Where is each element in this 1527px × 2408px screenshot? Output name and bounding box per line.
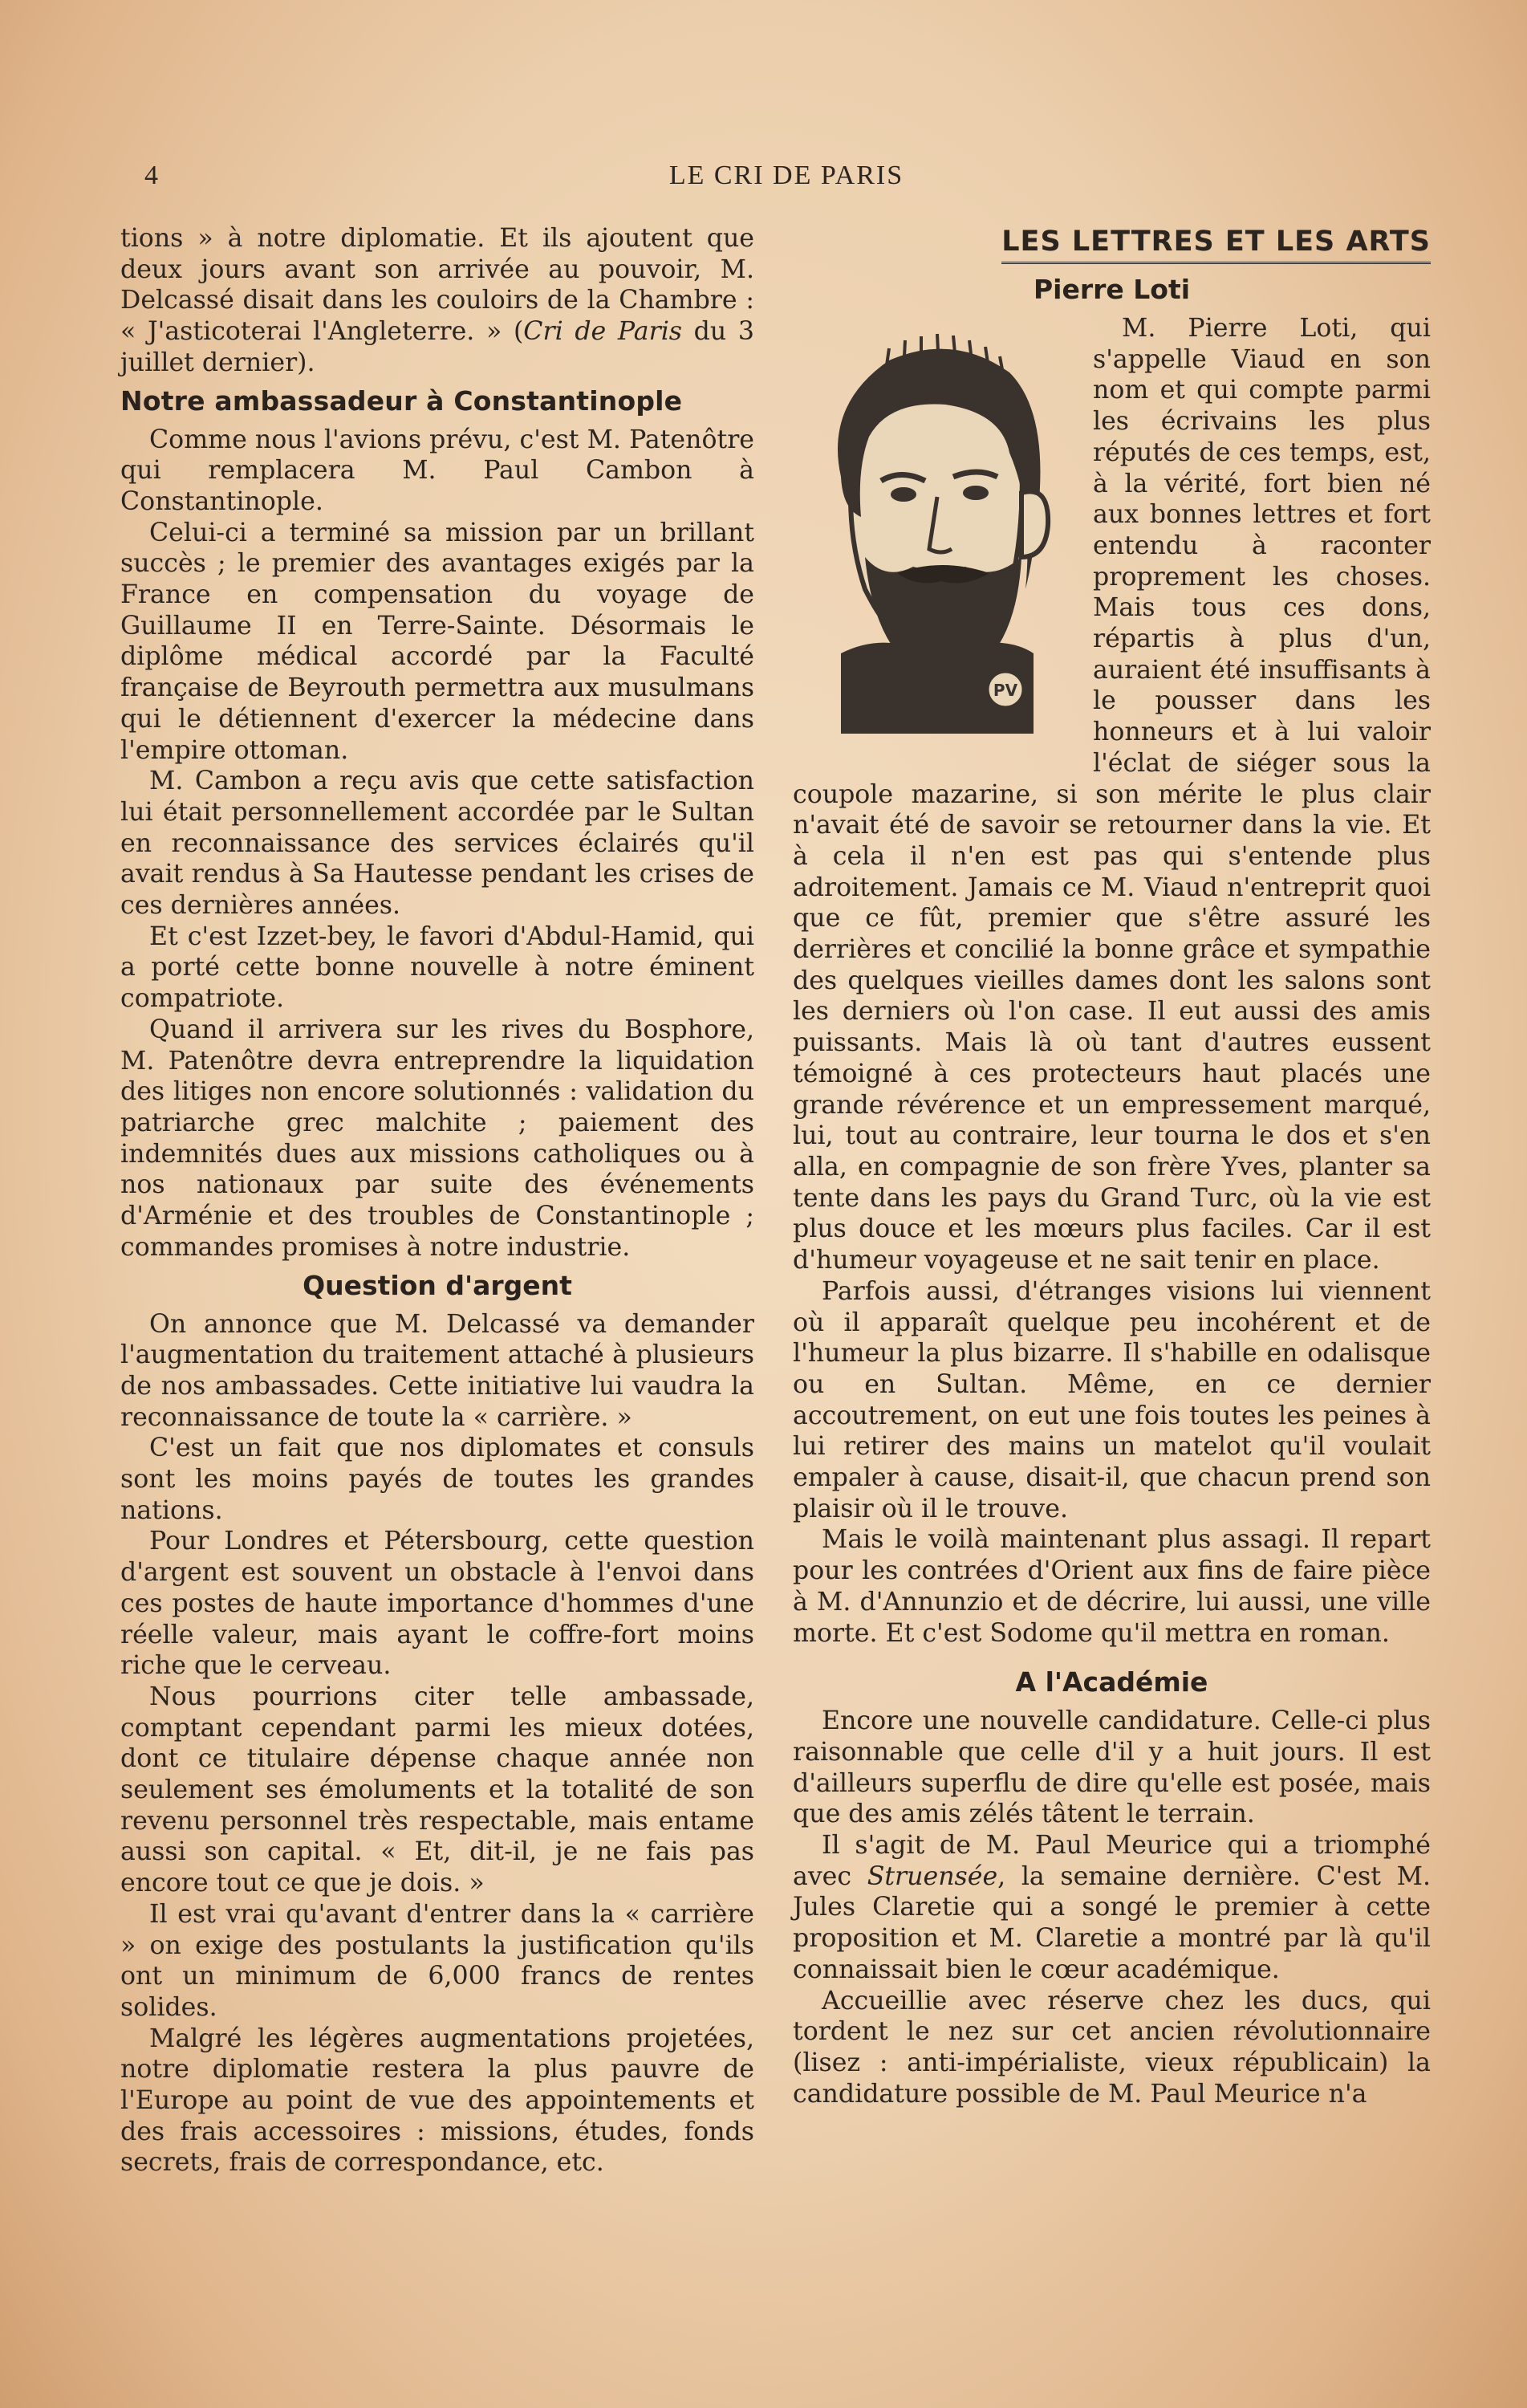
article-paragraph: Il est vrai qu'avant d'entrer dans la « carrière » on exige des postulants la justification qu'ils ont un minimum de 6,000 francs de rentes solides. (120, 1899, 754, 2022)
running-title: LE CRI DE PARIS (668, 161, 904, 190)
heading-question-argent: Question d'argent (303, 1269, 572, 1301)
article-paragraph: Il s'agit de M. Paul Meurice qui a triomphé avec Struensée, la semaine dernière. C'est M. Jules Claretie qui a songé le premier à cette proposition et M. Claretie a montré par là qu'il connaissait bien le cœur académique. (793, 1831, 1431, 1984)
page-number: 4 (144, 161, 158, 190)
publication-reference: Cri de Paris (523, 317, 683, 347)
article-paragraph: tions » à notre diplomatie. Et ils ajoutent que deux jours avant son arrivée au pouvoir, M. Delcassé disait dans les couloirs de la Chambre : « J'asticoterai l'Angleterre. » (Cri de Paris du 3 juillet dernier). (120, 224, 755, 377)
article-paragraph: M. Cambon a reçu avis que cette satisfaction lui était personnellement accordée par le Sultan en reconnaissance des services éclairés qu'il avait rendus à Sa Hautesse pendant les crises de ces dernières années. (120, 767, 754, 921)
article-paragraph: Celui-ci a terminé sa mission par un brillant succès ; le premier des avantages exigés par la France en compensation du voyage de Guillaume II en Terre-Sainte. Désormais le diplôme médical accordé par la Faculté française de Beyrouth permettra aux musulmans qui le détiennent d'exercer la médecine dans l'empire ottoman. (120, 518, 754, 765)
article-paragraph: Encore une nouvelle candidature. Celle-ci plus raisonnable que celle d'il y a huit jours. Il est d'ailleurs superflu de dire qu'elle est posée, mais que des amis zélés tâtent le terrain. (793, 1706, 1431, 1829)
page-header (144, 161, 1428, 201)
left-column (120, 223, 754, 2178)
article-paragraph: Et c'est Izzet-bey, le favori d'Abdul-Hamid, qui a porté cette bonne nouvelle à notre éminent compatriote. (120, 921, 754, 1014)
article-paragraph: C'est un fait que nos diplomates et consuls sont les moins payés de toutes les grandes nations. (120, 1434, 754, 1525)
article-paragraph: Malgré les légères augmentations projetées, notre diplomatie restera la plus pauvre de l'Europe au point de vue des appointements et des frais accessoires : missions, études, fonds secrets, frais de correspondance, etc. (120, 2024, 754, 2178)
article-paragraph: M. Pierre Loti, qui s'appelle Viaud en son nom et qui compte parmi les écrivains les plus réputés de ces temps, est, à la vérité, fort bien né aux bonnes lettres et fort entendu à raconter proprement les choses. Mais tous ces dons, répartis à plus d'un, auraient été insuffisants à le pousser dans les honneurs et à lui valoir l'éclat de siéger sous la coupole mazarine, si son mérite le plus clair n'avait été de savoir se retourner dans la vie. Et à cela il n'en est pas qui s'entende plus adroitement. Jamais ce M. Viaud n'entreprit quoi que ce fût, premier que s'être assuré les derrières et concilié la bonne grâce et sympathie des quelques vieilles dames dont les salons sont les derniers où l'on case. Il eut aussi des amis puissants. Mais là où tant d'autres eussent témoigné à ces protecteurs haut placés une grande révérence et un empressement marqué, lui, tout au contraire, leur tourna le dos et s'en alla, en compagnie de son frère Yves, planter sa tente dans les pays du Grand Turc, où la vie est plus douce et les mœurs plus faciles. Car il est d'humeur voyageuse et ne sait tenir en place. (793, 314, 1431, 1275)
heading-academie: A l'Académie (1015, 1666, 1208, 1698)
loti-portrait-drawing (793, 316, 1082, 766)
article-paragraph: Comme nous l'avions prévu, c'est M. Patenôtre qui remplacera M. Paul Cambon à Constantinople. (120, 425, 754, 516)
play-title: Struensée (867, 1861, 998, 1891)
article-paragraph: Quand il arrivera sur les rives du Bosphore, M. Patenôtre devra entreprendre la liquidation des litiges non encore solutionnés : validation du patriarche grec malchite ; paiement des indemnités dues aux missions catholiques ou à nos nationaux par suite des événements d'Arménie et des troubles de Constantinople ; commandes promises à notre industrie. (120, 1015, 754, 1262)
article-paragraph: Nous pourrions citer telle ambassade, comptant cependant parmi les mieux dotées, dont ce titulaire dépense chaque année non seulement ses émoluments et la totalité de son revenu personnel très respectable, mais entame aussi son capital. « Et, dit-il, je ne fais pas encore tout ce que je dois. » (120, 1682, 754, 1898)
portrait-illustration (793, 316, 1082, 766)
article-paragraph: Pour Londres et Pétersbourg, cette question d'argent est souvent un obstacle à l'envoi dans ces postes de haute importance d'hommes d'une réelle valeur, mais ayant le coffre-fort moins riche que le cerveau. (120, 1527, 754, 1681)
article-paragraph: Mais le voilà maintenant plus assagi. Il repart pour les contrées d'Orient aux fins de faire pièce à M. d'Annunzio et de décrire, lui aussi, une ville morte. Et c'est Sodome qu'il mettra en roman. (793, 1525, 1431, 1648)
heading-ambassadeur: Notre ambassadeur à Constantinople (120, 384, 683, 417)
article-paragraph: Accueillie avec réserve chez les ducs, qui tordent le nez sur cet ancien révolutionnaire (lisez : anti-impérialiste, vieux républicain) la candidature possible de M. Paul Meurice n'a (793, 1986, 1431, 2109)
section-title: LES LETTRES ET LES ARTS (793, 223, 1431, 264)
svg-text:PV: PV (993, 681, 1018, 700)
heading-pierre-loti: Pierre Loti (1033, 274, 1191, 305)
article-paragraph: Parfois aussi, d'étranges visions lui viennent où il apparaît quelque peu incohérent et de l'humeur la plus bizarre. Il s'habille en odalisque ou en Sultan. Même, en ce dernier accoutrement, on eut une fois toutes les peines à lui retirer des mains un matelot qu'il voulait empaler à cause, disait-il, que chacun prend son plaisir où il le trouve. (793, 1276, 1431, 1523)
article-paragraph: On annonce que M. Delcassé va demander l'augmentation du traitement attaché à plusieurs de nos ambassades. Cette initiative lui vaudra la reconnaissance de toute la « carrière. » (120, 1309, 754, 1432)
right-column (793, 223, 1431, 2109)
